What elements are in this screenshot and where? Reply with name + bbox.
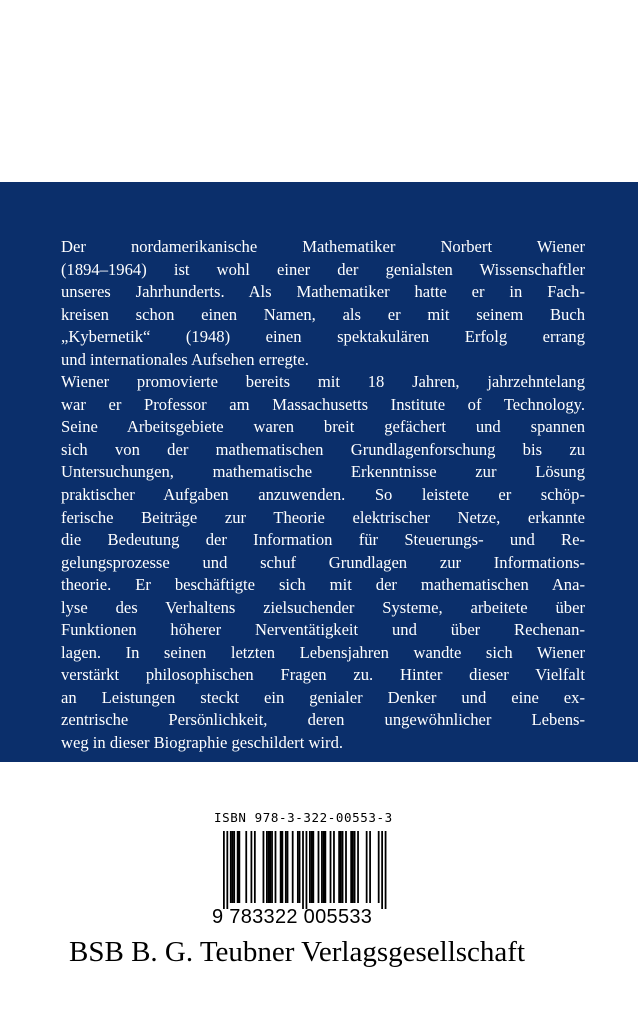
barcode-bar <box>299 831 301 903</box>
blurb-line: sich von der mathematischen Grundlagenforschung bis zu <box>61 439 585 459</box>
blurb-line: Der nordamerikanische Mathematiker Norbert Wiener <box>61 237 585 256</box>
blurb-line: unseres Jahrhunderts. Als Mathematiker hatte er in Fach- <box>61 282 585 302</box>
barcode-bar <box>232 831 234 903</box>
barcode-bar <box>321 831 323 903</box>
blurb-line: theorie. Er beschäftigte sich mit der mathematischen Ana- <box>61 575 585 595</box>
barcode-bar <box>340 831 342 903</box>
barcode-digits: 9 783322 005533 <box>212 906 373 928</box>
blurb-line: Seine Arbeitsgebiete waren breit gefächert und spannen <box>61 417 585 437</box>
barcode-bar <box>352 831 354 903</box>
publisher-name: BSB B. G. Teubner Verlagsgesellschaft <box>69 936 525 968</box>
barcode-bar <box>369 831 371 903</box>
barcode-bar <box>342 831 344 903</box>
barcode-bar <box>238 831 240 903</box>
blurb-line: weg in dieser Biographie geschildert wird. <box>61 733 344 753</box>
blurb-line: lyse des Verhaltens zielsuchender Systeme, arbeitete über <box>61 597 585 617</box>
blurb-text <box>61 236 585 755</box>
barcode-bar <box>233 831 235 903</box>
blurb-line: lagen. In seinen letzten Lebensjahren wandte sich Wiener <box>61 642 585 662</box>
barcode-bar <box>251 831 253 903</box>
isbn-label: ISBN 978-3-322-00553-3 <box>214 810 393 825</box>
barcode-bar <box>306 831 308 909</box>
barcode-bar <box>302 831 304 909</box>
barcode-bar <box>311 831 313 903</box>
blurb-line: Wiener promovierte bereits mit 18 Jahren, jahrzehntelang <box>61 372 585 392</box>
barcode-bar <box>330 831 332 903</box>
barcode-bar <box>385 831 387 909</box>
barcode-bar <box>350 831 352 903</box>
blurb-line: kreisen schon einen Namen, als er mit seinem Buch <box>61 304 585 324</box>
barcode-bar <box>338 831 340 903</box>
barcode-bar <box>275 831 277 903</box>
blurb-line: gelungsprozesse und schuf Grundlagen zur Informations- <box>61 552 585 572</box>
barcode-bar <box>237 831 239 903</box>
barcode-bar <box>281 831 283 903</box>
barcode-bar <box>263 831 265 903</box>
blurb-line: die Bedeutung der Information für Steuerungs- und Re- <box>61 530 585 550</box>
barcode-bar <box>226 831 228 909</box>
blurb-line: war er Professor am Massachusetts Institute of Technology. <box>61 394 585 414</box>
barcode-bar <box>297 831 299 903</box>
blurb-line: ferische Beiträge zur Theorie elektrischer Netze, erkannte <box>61 507 585 527</box>
barcode-bar <box>381 831 383 909</box>
barcode-bar <box>254 831 256 903</box>
barcode-bar <box>280 831 282 903</box>
barcode-bar <box>357 831 359 903</box>
barcode-bar <box>354 831 356 903</box>
barcode-bar <box>324 831 326 903</box>
blurb-line: an Leistungen steckt ein genialer Denker und eine ex- <box>61 687 585 707</box>
barcode-bar <box>323 831 325 903</box>
barcode-bar <box>223 831 225 909</box>
blurb-line: praktischer Aufgaben anzuwenden. So leistete er schöp- <box>61 485 585 505</box>
blurb-line: zentrische Persönlichkeit, deren ungewöhnlicher Lebens- <box>61 710 585 730</box>
blurb-line: Funktionen höherer Nerventätigkeit und über Rechenan- <box>61 620 585 640</box>
barcode-bar <box>292 831 294 903</box>
barcode-bar <box>333 831 335 903</box>
barcode <box>211 831 391 911</box>
barcode-bar <box>287 831 289 903</box>
blurb-line: Untersuchungen, mathematische Erkenntnisse zur Lösung <box>61 462 585 482</box>
blurb-line: „Kybernetik“ (1948) einen spektakulären Erfolg errang <box>61 327 585 347</box>
barcode-bar <box>245 831 247 903</box>
blurb-line: und internationales Aufsehen erregte. <box>61 349 309 369</box>
barcode-bar <box>378 831 380 903</box>
barcode-bar <box>269 831 271 903</box>
blurb-line: (1894–1964) ist wohl einer der genialsten Wissenschaftler <box>61 259 585 279</box>
blurb-line: verstärkt philosophischen Fragen zu. Hinter dieser Vielfalt <box>61 665 585 685</box>
barcode-bar <box>318 831 320 903</box>
barcode-bar <box>345 831 347 903</box>
barcode-bar <box>285 831 287 903</box>
barcode-bar <box>230 831 232 903</box>
barcode-bar <box>309 831 311 903</box>
barcode-bar <box>271 831 273 903</box>
barcode-bar <box>268 831 270 903</box>
barcode-bar <box>266 831 268 903</box>
barcode-bar <box>312 831 314 903</box>
barcode-bar <box>366 831 368 903</box>
